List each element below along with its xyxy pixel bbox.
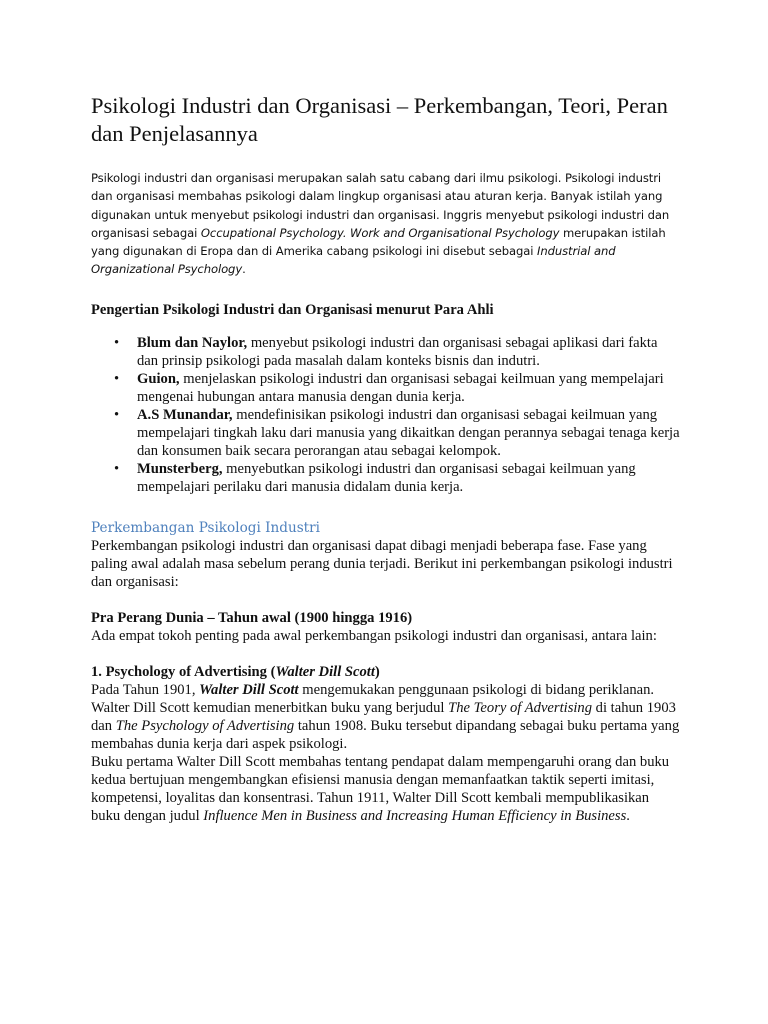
scott-p2-text-2: . xyxy=(626,807,630,824)
experts-list xyxy=(91,334,681,496)
bullet-icon: • xyxy=(114,406,120,423)
bullet-icon: • xyxy=(114,460,120,477)
scott-paragraph-1 xyxy=(91,681,681,753)
list-item xyxy=(114,460,681,496)
scott-p1-text-1: Pada Tahun 1901, xyxy=(91,681,200,698)
scott-p1-name: Walter Dill Scott xyxy=(199,681,299,698)
scott-p1-book-1: The Teory of Advertising xyxy=(448,699,593,716)
intro-text-3: . xyxy=(242,262,246,277)
scott-p1-text-4: tahun 1908. Buku tersebut dipandang sebagai buku pertama yang membahas dunia kerja dari aspek psikologi. xyxy=(91,717,680,752)
expert-text: menjelaskan psikologi industri dan organisasi sebagai keilmuan yang mempelajari mengenai hubungan antara manusia dengan dunia kerja. xyxy=(137,370,664,405)
expert-text: mendefinisikan psikologi industri dan organisasi sebagai keilmuan yang mempelajari tingkah laku dari manusia yang dikaitkan dengan perannya sebagai tenaga kerja dan konsumen baik secara perorangan atau sebagai kelompok. xyxy=(137,406,680,459)
advertising-heading-prefix: 1. Psychology of Advertising ( xyxy=(91,663,276,680)
bullet-icon: • xyxy=(114,370,120,387)
advertising-heading-name: Walter Dill Scott xyxy=(275,663,375,680)
expert-name: Blum dan Naylor, xyxy=(137,334,248,351)
tokoh-paragraph: Ada empat tokoh penting pada awal perkembangan psikologi industri dan organisasi, antara lain: xyxy=(91,627,657,644)
scott-p2-book: Influence Men in Business and Increasing Human Efficiency in Business xyxy=(203,807,627,824)
perkembangan-paragraph: Perkembangan psikologi industri dan organisasi dapat dibagi menjadi beberapa fase. Fase yang paling awal adalah masa sebelum perang dunia terjadi. Berikut ini perkembangan psikologi industri dan organisasi: xyxy=(91,537,673,590)
intro-text-2: merupakan istilah yang digunakan di Eropa dan di Amerika cabang psikologi ini disebut sebagai xyxy=(91,225,666,259)
advertising-heading-suffix: ) xyxy=(374,663,380,680)
bullet-icon: • xyxy=(114,334,120,351)
scott-p2-text-1: Buku pertama Walter Dill Scott membahas tentang pendapat dalam mempengaruhi orang dan buku kedua bertujuan mengembangkan efisiensi manusia dengan memanfaatkan taktik seperti imitasi, kompetensi, loyalitas dan konsentrasi. Tahun 1911, Walter Dill Scott kembali mempublikasikan buku dengan judul xyxy=(91,753,670,824)
document-page xyxy=(91,92,681,825)
pra-perang-heading: Pra Perang Dunia – Tahun awal (1900 hingga 1916) xyxy=(91,609,413,626)
list-item xyxy=(114,334,681,370)
scott-p1-text-3: di tahun 1903 dan xyxy=(91,699,676,734)
intro-text-1: Psikologi industri dan organisasi merupakan salah satu cabang dari ilmu psikologi. Psikologi industri dan organisasi membahas psikologi dalam lingkup organisasi atau aturan kerja. Banyak istilah yang digunakan untuk menyebut psikologi industri dan organisasi. Inggris menyebut psikologi industri dan organisasi sebagai xyxy=(91,171,670,240)
list-item xyxy=(114,406,681,460)
expert-name: Guion, xyxy=(137,370,180,387)
pengertian-heading: Pengertian Psikologi Industri dan Organisasi menurut Para Ahli xyxy=(91,301,494,318)
page-title: Psikologi Industri dan Organisasi – Perkembangan, Teori, Peran dan Penjelasannya xyxy=(91,93,668,146)
expert-text: menyebut psikologi industri dan organisasi sebagai aplikasi dari fakta dan prinsip psikologi pada masalah dalam konteks bisnis dan indutri. xyxy=(137,334,658,369)
intro-italic-1: Occupational Psychology. Work and Organisational Psychology xyxy=(200,225,560,240)
list-item xyxy=(114,370,681,406)
scott-paragraph-2 xyxy=(91,753,681,825)
perkembangan-heading: Perkembangan Psikologi Industri xyxy=(91,519,320,536)
expert-text: menyebutkan psikologi industri dan organisasi sebagai keilmuan yang mempelajari perilaku dari manusia didalam dunia kerja. xyxy=(137,460,636,495)
expert-name: Munsterberg, xyxy=(137,460,223,477)
intro-paragraph xyxy=(91,169,681,279)
expert-name: A.S Munandar, xyxy=(137,406,233,423)
advertising-heading xyxy=(91,663,681,681)
intro-italic-2: Industrial and Organizational Psychology xyxy=(91,244,616,277)
scott-p1-book-2: The Psychology of Advertising xyxy=(115,717,295,734)
scott-p1-text-2: mengemukakan penggunaan psikologi di bidang periklanan. Walter Dill Scott kemudian menerbitkan buku yang berjudul xyxy=(91,681,655,716)
